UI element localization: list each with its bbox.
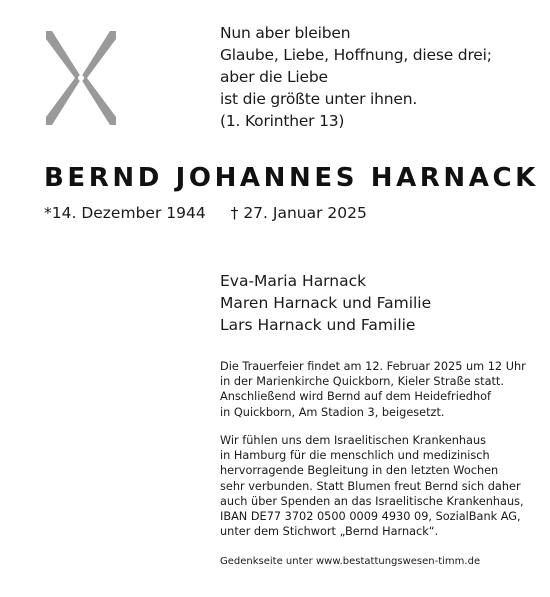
funeral-info-paragraph (220, 359, 538, 420)
family-member: Eva-Maria Harnack (220, 272, 367, 290)
deceased-name: BERND JOHANNES HARNACK (44, 163, 539, 193)
paragraph-line: hervorragende Begleitung in den letzten Wochen (220, 464, 499, 478)
paragraph-line: Wir fühlen uns dem Israelitischen Krankenhaus (220, 434, 486, 447)
paragraph-line: IBAN DE77 3702 0500 0009 4930 09, SozialBank AG, (220, 510, 521, 524)
paragraph-line: in Quickborn, Am Stadion 3, beigesetzt. (220, 405, 445, 419)
quote-line: Glaube, Liebe, Hoffnung, diese drei; (220, 46, 492, 64)
memorial-page-note: Gedenkseite unter www.bestattungswesen-timm.de (220, 556, 481, 567)
paragraph-line: unter dem Stichwort „Bernd Harnack“. (220, 525, 439, 539)
birth-date: *14. Dezember 1944 (44, 204, 206, 222)
family-list (220, 270, 538, 336)
family-member: Lars Harnack und Familie (220, 316, 416, 334)
paragraph-line: Die Trauerfeier findet am 12. Februar 2025 um 12 Uhr (220, 360, 526, 373)
paragraph-line: auch über Spenden an das Israelitische Krankenhaus, (220, 494, 524, 508)
quote-line: aber die Liebe (220, 68, 328, 86)
paragraph-line: in der Marienkirche Quickborn, Kieler Straße statt. (220, 375, 504, 389)
quote-line: Nun aber bleiben (220, 24, 351, 42)
life-dates (44, 204, 464, 222)
death-date: † 27. Januar 2025 (230, 204, 367, 222)
bible-quote (220, 22, 538, 132)
donation-paragraph (220, 433, 538, 539)
paragraph-line: sehr verbunden. Statt Blumen freut Bernd sich daher (220, 479, 521, 493)
paragraph-line: Anschließend wird Bernd auf dem Heidefriedhof (220, 390, 492, 404)
quote-line: ist die größte unter ihnen. (220, 90, 418, 108)
hourglass-emblem-icon (46, 31, 116, 125)
family-member: Maren Harnack und Familie (220, 294, 432, 312)
paragraph-line: in Hamburg für die menschlich und medizinisch (220, 449, 490, 463)
quote-source: (1. Korinther 13) (220, 112, 345, 130)
